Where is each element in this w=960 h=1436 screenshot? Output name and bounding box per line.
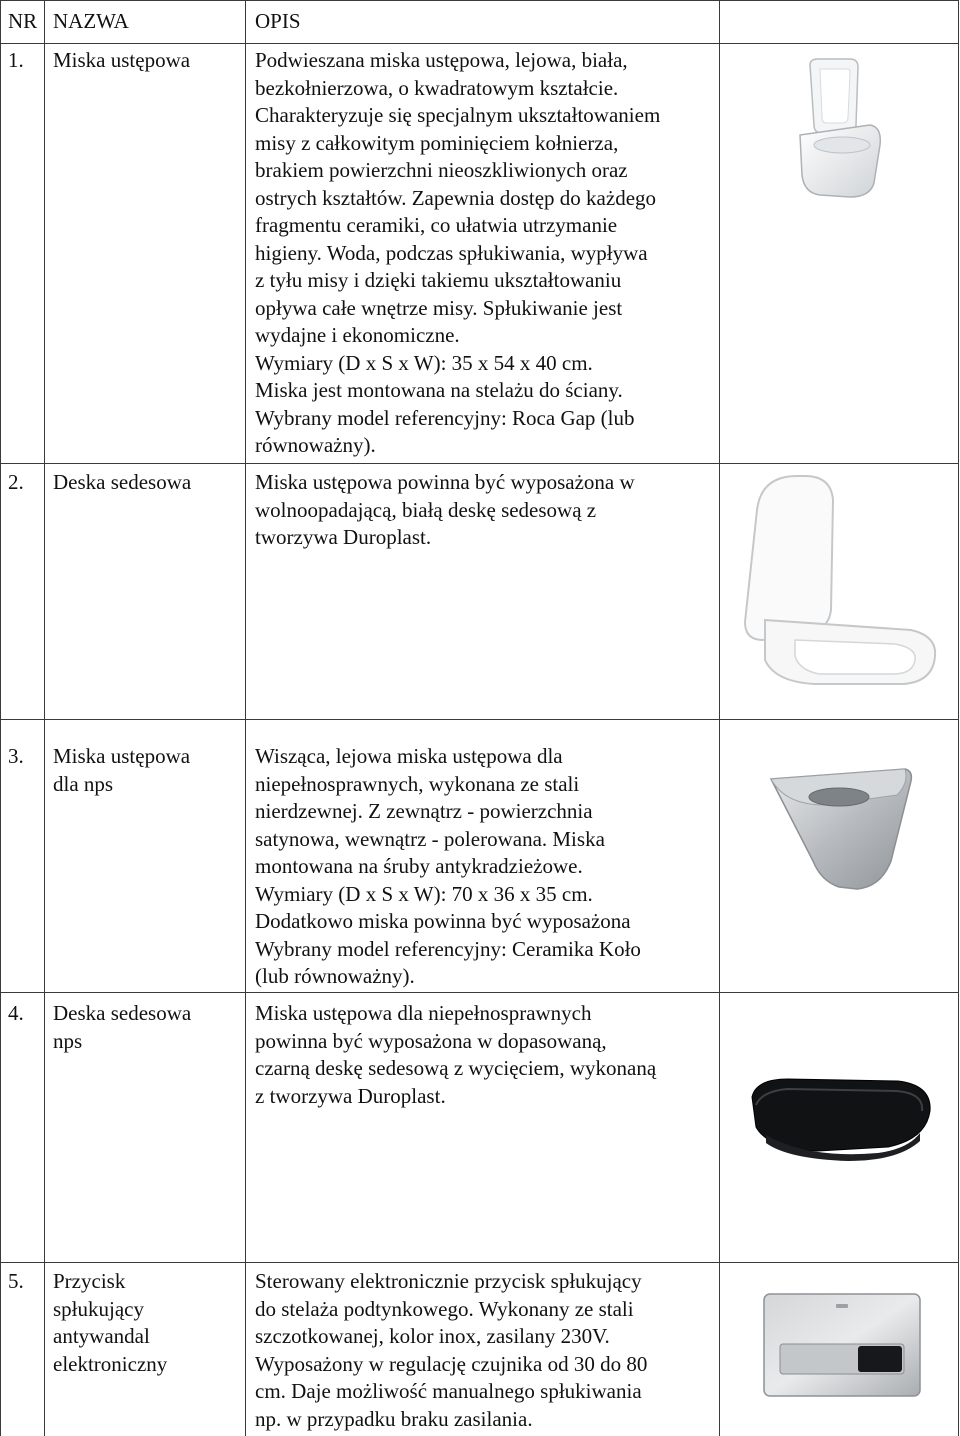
table-border-left [0, 0, 1, 1436]
name-line: Miska ustępowa [53, 48, 191, 72]
row-3-name [53, 743, 243, 798]
header-nr: NR [8, 9, 38, 33]
desc-line: niepełnosprawnych, wykonana ze stali [255, 771, 580, 796]
desc-line: misy z całkowitym pominięciem kołnierza, [255, 130, 619, 155]
row-2-nr: 2. [8, 470, 24, 494]
desc-line: tworzywa Duroplast. [255, 525, 432, 549]
name-line: Miska ustępowa [53, 744, 191, 768]
name-line: Deska sedesowa [53, 470, 192, 494]
desc-line: Charakteryzuje się specjalnym ukształtowaniem [255, 103, 661, 127]
desc-line: np. w przypadku braku zasilania. [255, 1406, 533, 1431]
desc-line: Wybrany model referencyjny: Ceramika Koło [255, 936, 641, 961]
row-divider [0, 463, 958, 464]
row-1-description [255, 47, 715, 460]
name-line: Przycisk [53, 1269, 126, 1293]
desc-line: Wyposażony w regulację czujnika od 30 do 80 [255, 1351, 648, 1376]
desc-line: Miska ustępowa powinna być wyposażona w [255, 470, 635, 494]
desc-line: Dodatkowo miska powinna być wyposażona [255, 909, 631, 933]
row-divider [0, 1262, 958, 1263]
row-5-description [255, 1268, 715, 1433]
desc-line: Wymiary (D x S x W): 35 x 54 x 40 cm. [255, 350, 593, 375]
header-desc: OPIS [255, 9, 301, 33]
row-4-name [53, 1000, 243, 1055]
desc-line: Miska ustępowa dla niepełnosprawnych [255, 1001, 592, 1025]
name-line: spłukujący [53, 1296, 144, 1321]
desc-line: wolnoopadającą, białą deskę sedesową z [255, 497, 597, 522]
desc-line: Wisząca, lejowa miska ustępowa dla [255, 744, 563, 768]
desc-line: Podwieszana miska ustępowa, lejowa, biała, [255, 48, 628, 72]
desc-line: fragmentu ceramiki, co ułatwia utrzymanie [255, 213, 618, 237]
desc-line: Wybrany model referencyjny: Roca Gap (lub [255, 405, 635, 430]
desc-line: brakiem powierzchni nieoszkliwionych oraz [255, 158, 628, 182]
desc-line: powinna być wyposażona w dopasowaną, [255, 1028, 607, 1053]
row-3-description [255, 743, 715, 991]
column-divider [44, 0, 45, 1436]
white-wall-hung-toilet-image [790, 55, 890, 205]
row-4-description [255, 1000, 715, 1110]
name-line: elektroniczny [53, 1351, 168, 1376]
row-2-description [255, 469, 715, 552]
name-line: dla nps [53, 771, 114, 796]
row-4-nr: 4. [8, 1001, 24, 1025]
name-line: antywandal [53, 1324, 150, 1348]
desc-line: z tyłu misy i dzięki takiemu ukształtowaniu [255, 268, 622, 292]
desc-line: czarną deskę sedesową z wycięciem, wykonaną [255, 1056, 657, 1080]
header-name: NAZWA [53, 9, 129, 33]
header-divider [0, 43, 958, 44]
desc-line: równoważny). [255, 433, 376, 457]
desc-line: Miska jest montowana na stelażu do ściany. [255, 378, 623, 402]
desc-line: z tworzywa Duroplast. [255, 1083, 446, 1108]
row-5-name [53, 1268, 243, 1378]
column-divider [719, 0, 720, 1436]
desc-line: montowana na śruby antykradzieżowe. [255, 854, 583, 878]
table-border-right [958, 0, 959, 1436]
name-line: nps [53, 1028, 83, 1053]
desc-line: wydajne i ekonomiczne. [255, 323, 460, 347]
row-divider [0, 719, 958, 720]
row-3-nr: 3. [8, 744, 24, 768]
table-border-top [0, 0, 958, 1]
desc-line: do stelaża podtynkowego. Wykonany ze stali [255, 1296, 634, 1321]
desc-line: ostrych kształtów. Zapewnia dostęp do każdego [255, 185, 657, 210]
desc-line: szczotkowanej, kolor inox, zasilany 230V. [255, 1324, 610, 1348]
desc-line: (lub równoważny). [255, 964, 415, 988]
steel-toilet-image [765, 765, 915, 895]
row-divider [0, 992, 958, 993]
flush-button-plate-image [762, 1292, 922, 1398]
name-line: Deska sedesowa [53, 1001, 192, 1025]
row-1-nr: 1. [8, 48, 24, 72]
desc-line: bezkołnierzowa, o kwadratowym kształcie. [255, 75, 619, 100]
desc-line: higieny. Woda, podczas spłukiwania, wypływa [255, 240, 648, 265]
white-toilet-seat-image [735, 470, 945, 692]
desc-line: nierdzewnej. Z zewnątrz - powierzchnia [255, 799, 593, 823]
desc-line: cm. Daje możliwość manualnego spłukiwania [255, 1379, 642, 1403]
column-divider [245, 0, 246, 1436]
desc-line: satynowa, wewnątrz - polerowana. Miska [255, 826, 605, 851]
row-5-nr: 5. [8, 1269, 24, 1293]
desc-line: Sterowany elektronicznie przycisk spłukujący [255, 1269, 642, 1293]
row-2-name [53, 469, 243, 497]
row-1-name [53, 47, 243, 75]
desc-line: Wymiary (D x S x W): 70 x 36 x 35 cm. [255, 881, 593, 906]
desc-line: opływa całe wnętrze misy. Spłukiwanie jest [255, 295, 623, 320]
black-toilet-seat-image [748, 1075, 934, 1161]
